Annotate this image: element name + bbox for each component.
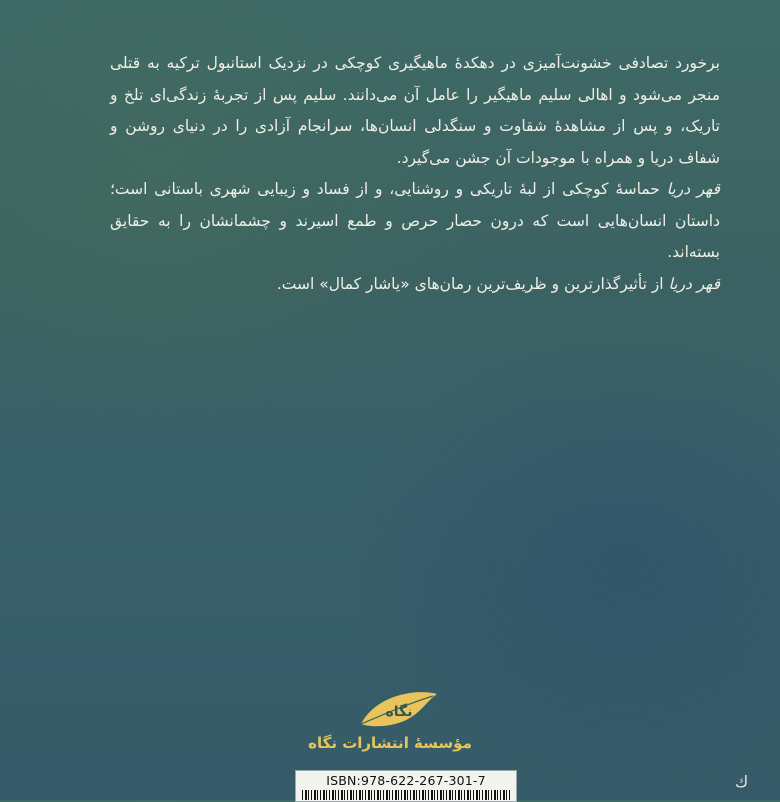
corner-mark: ك <box>735 772 749 791</box>
barcode-icon <box>302 790 510 800</box>
blurb-text <box>110 48 720 300</box>
blurb-paragraph-3-text: از تأثیرگذارترین و ظریف‌ترین رمان‌های «یاشار کمال» است. <box>276 274 669 293</box>
feather-logo-icon <box>355 688 441 730</box>
isbn-barcode-label <box>295 770 517 802</box>
publisher-name: مؤسسهٔ انتشارات نگاه <box>308 734 472 752</box>
isbn-text: ISBN:978-622-267-301-7 <box>326 773 486 788</box>
blurb-paragraph-3 <box>110 269 720 301</box>
blurb-paragraph-2-text: حماسهٔ کوچکی از لبهٔ تاریکی و روشنایی، و از فساد و زیبایی شهری باستانی است؛ داستان انسان‌هایی است که درون حصار حرص و طمع اسیرند و چشمانشان را به حقایق بسته‌اند. <box>110 180 720 261</box>
blurb-paragraph-2 <box>110 174 720 269</box>
logo-wordmark: نگاه <box>385 704 413 720</box>
book-title-inline: قهر دریا <box>666 180 720 198</box>
book-title-inline: قهر دریا <box>668 274 720 293</box>
blurb-paragraph-1: برخورد تصادفی خشونت‌آمیزی در دهکدهٔ ماهیگیری کوچکی در نزدیک استانبول ترکیه به قتلی منجر می‌شود و اهالی سلیم ماهیگیر را عامل آن می‌دانند. سلیم پس از تجربهٔ زندگی‌ای تلخ و تاریک، و پس از مشاهدهٔ شقاوت و سنگدلی انسان‌ها، سرانجام آزادی را در دنیای روشن و شفاف دریا و همراه با موجودات آن جشن می‌گیرد. <box>110 54 720 167</box>
